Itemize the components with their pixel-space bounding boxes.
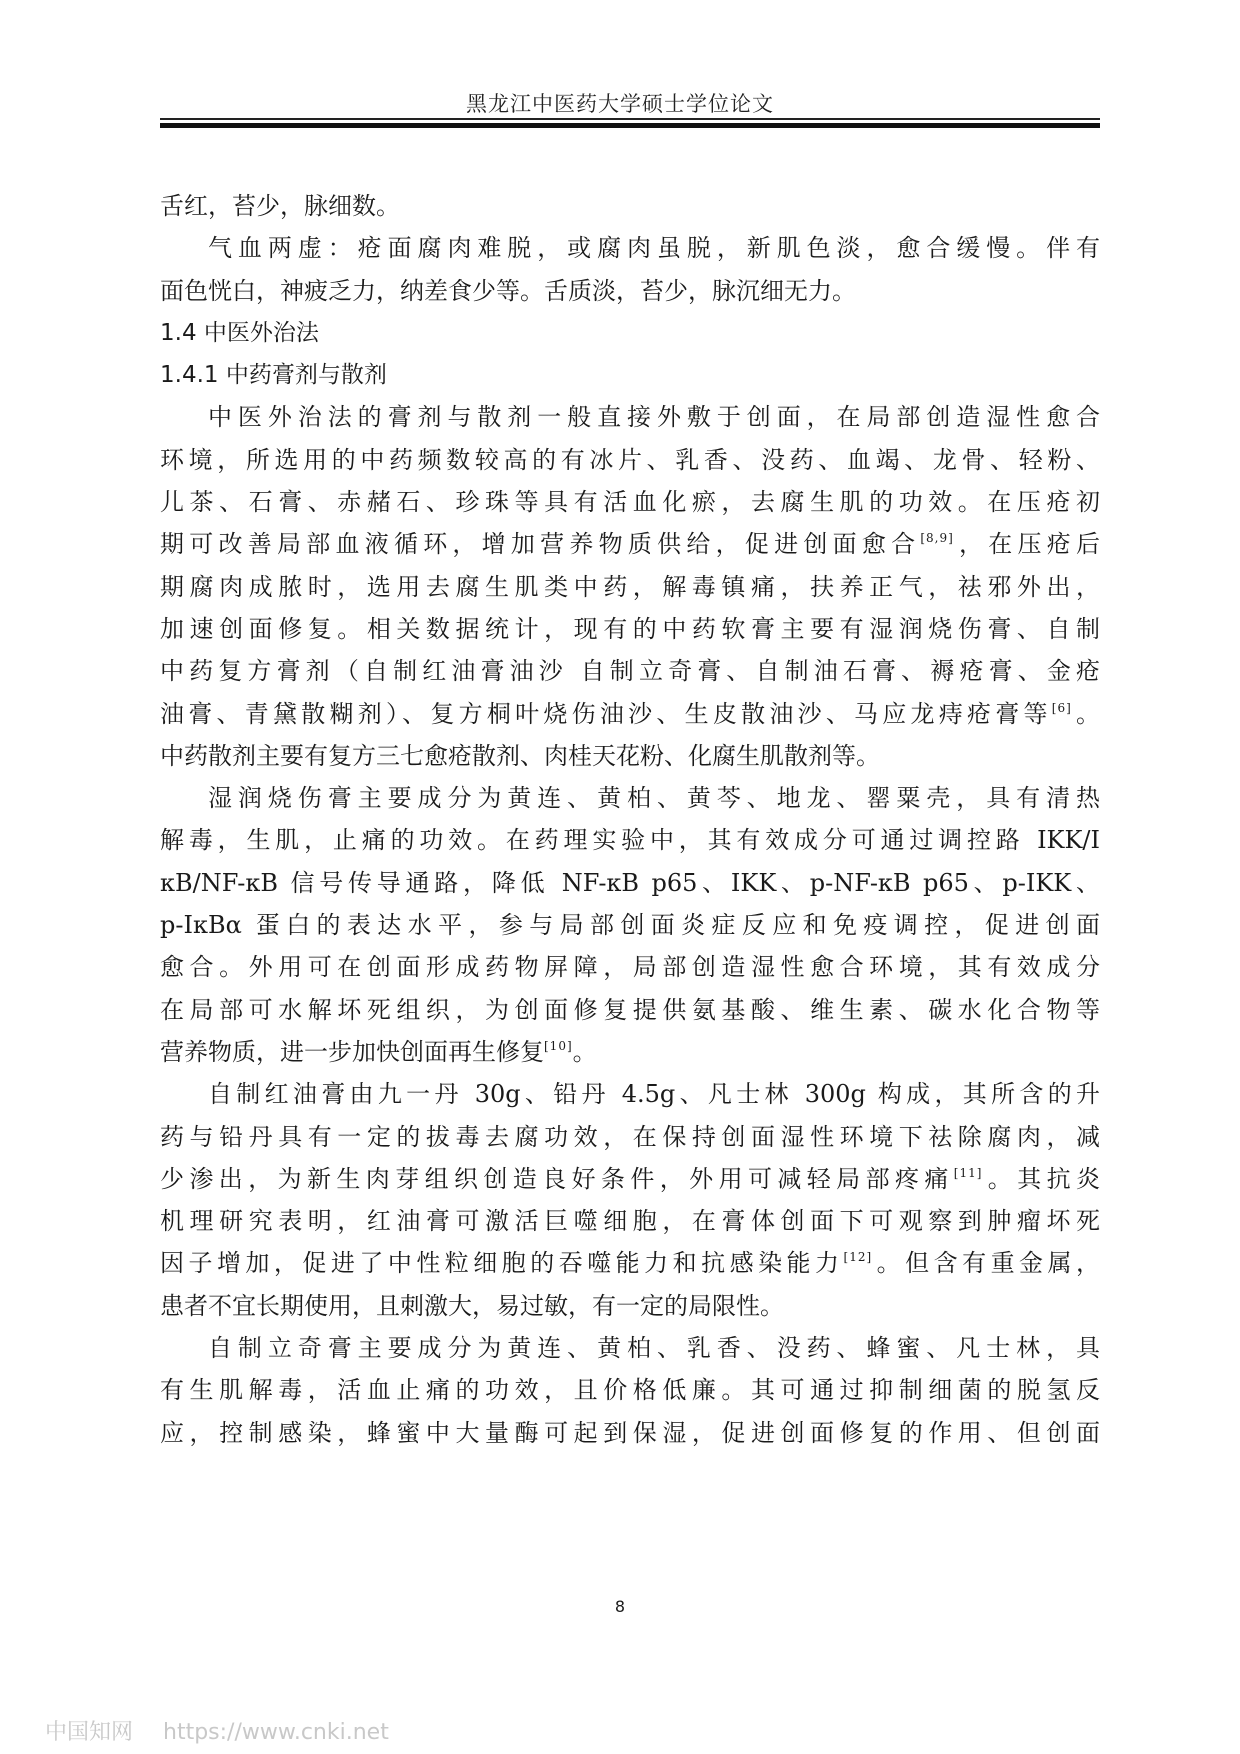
line-text: 自制红油膏由九一丹 30g、铅丹 4.5g、凡士林 300g 构成，其所含的升	[208, 1080, 1100, 1109]
line-text: 应，控制感染，蜂蜜中大量酶可起到保湿，促进创面修复的作用、但创面	[160, 1418, 1100, 1447]
citation-marker: [6]	[1051, 700, 1072, 715]
line-text: 少渗出，为新生肉芽组织创造良好条件，外用可减轻局部疼痛	[160, 1164, 954, 1193]
line-text: 机理研究表明，红油膏可激活巨噬细胞，在膏体创面下可观察到肿瘤坏死	[160, 1207, 1100, 1236]
line-text: 。	[572, 1037, 597, 1066]
line-text: 药与铅丹具有一定的拔毒去腐功效，在保持创面湿性环境下祛除腐肉，减	[160, 1122, 1100, 1151]
text-line	[160, 523, 1100, 565]
text-line	[160, 227, 1100, 269]
line-text: κB/NF-κB 信号传导通路，降低 NF-κB p65、IKK、p-NF-κB p65、p-IKK、	[160, 868, 1100, 897]
text-line	[160, 1369, 1100, 1411]
subsection-heading	[160, 354, 1100, 396]
line-text: 中药复方膏剂（自制红油膏油沙 自制立奇膏、自制油石膏、褥疮膏、金疮	[160, 657, 1100, 686]
header-rule-thin	[160, 118, 1100, 120]
heading-text: 1.4 中医外治法	[160, 319, 319, 346]
line-text: 舌红，苔少，脉细数。	[160, 192, 400, 220]
text-line	[160, 1327, 1100, 1369]
heading-text: 1.4.1 中药膏剂与散剂	[160, 362, 387, 389]
text-line	[160, 904, 1100, 946]
text-line	[160, 819, 1100, 861]
text-line	[160, 1031, 1100, 1073]
citation-marker: [12]	[843, 1250, 873, 1265]
text-line	[160, 481, 1100, 523]
line-text: 气血两虚：疮面腐肉难脱，或腐肉虽脱，新肌色淡，愈合缓慢。伴有	[208, 234, 1100, 263]
text-line	[160, 946, 1100, 988]
line-text: 愈合。外用可在创面形成药物屏障，局部创造湿性愈合环境，其有效成分	[160, 953, 1100, 982]
text-line	[160, 396, 1100, 438]
line-text: 湿润烧伤膏主要成分为黄连、黄柏、黄芩、地龙、罂粟壳，具有清热	[208, 784, 1100, 813]
line-text: 油膏、青黛散糊剂）、复方桐叶烧伤油沙、生皮散油沙、马应龙痔疮膏等	[160, 699, 1052, 728]
line-text: ，在压疮后	[953, 530, 1100, 559]
line-text: 。	[1071, 699, 1100, 728]
section-heading	[160, 312, 1100, 354]
line-text: 解毒，生肌，止痛的功效。在药理实验中，其有效成分可通过调控路 IKK/I	[160, 826, 1100, 855]
line-text: 。其抗炎	[982, 1164, 1100, 1193]
line-text: 中药散剂主要有复方三七愈疮散剂、肉桂天花粉、化腐生肌散剂等。	[160, 741, 880, 770]
line-text: 营养物质，进一步加快创面再生修复	[160, 1037, 544, 1066]
line-text: 因子增加，促进了中性粒细胞的吞噬能力和抗感染能力	[160, 1249, 844, 1278]
text-line	[160, 1116, 1100, 1158]
text-line	[160, 1200, 1100, 1242]
watermark-brand: 中国知网	[45, 1720, 134, 1745]
text-line	[160, 1158, 1100, 1200]
line-text: 。但含有重金属，	[872, 1249, 1100, 1278]
line-text: 儿茶、石膏、赤赭石、珍珠等具有活血化瘀，去腐生肌的功效。在压疮初	[160, 488, 1100, 517]
text-line	[160, 777, 1100, 819]
text-line	[160, 1073, 1100, 1115]
text-line	[160, 566, 1100, 608]
text-line	[160, 862, 1100, 904]
text-line	[160, 989, 1100, 1031]
text-line	[160, 270, 1100, 312]
cnki-watermark	[45, 1715, 389, 1746]
line-text: 自制立奇膏主要成分为黄连、黄柏、乳香、没药、蜂蜜、凡士林，具	[208, 1334, 1100, 1363]
header-rule-thick	[160, 123, 1100, 128]
text-line	[160, 735, 1100, 777]
page-number: 8	[614, 1597, 626, 1616]
line-text: 患者不宜长期使用，且刺激大，易过敏，有一定的局限性。	[160, 1291, 784, 1320]
text-line	[160, 439, 1100, 481]
line-text: 在局部可水解坏死组织，为创面修复提供氨基酸、维生素、碳水化合物等	[160, 995, 1100, 1024]
body-text	[160, 185, 1100, 1454]
watermark-url: https://www.cnki.net	[163, 1720, 389, 1745]
text-line	[160, 693, 1100, 735]
citation-marker: [8,9]	[920, 531, 954, 546]
citation-marker: [11]	[953, 1165, 983, 1180]
text-line	[160, 185, 1100, 227]
line-text: 中医外治法的膏剂与散剂一般直接外敷于创面，在局部创造湿性愈合	[208, 403, 1100, 432]
thesis-header-title: 黑龙江中医药大学硕士学位论文	[466, 92, 774, 116]
line-text: 期腐肉成脓时，选用去腐生肌类中药，解毒镇痛，扶养正气，祛邪外出，	[160, 572, 1100, 601]
text-line	[160, 608, 1100, 650]
line-text: 面色恍白，神疲乏力，纳差食少等。舌质淡，苔少，脉沉细无力。	[160, 276, 856, 305]
line-text: p-IκBα 蛋白的表达水平，参与局部创面炎症反应和免疫调控，促进创面	[160, 911, 1100, 940]
citation-marker: [10]	[544, 1038, 573, 1053]
line-text: 有生肌解毒，活血止痛的功效，且价格低廉。其可通过抑制细菌的脱氢反	[160, 1376, 1100, 1405]
line-text: 加速创面修复。相关数据统计，现有的中药软膏主要有湿润烧伤膏、自制	[160, 614, 1100, 643]
line-text: 环境，所选用的中药频数较高的有冰片、乳香、没药、血竭、龙骨、轻粉、	[160, 445, 1100, 474]
text-line	[160, 1242, 1100, 1284]
text-line	[160, 650, 1100, 692]
text-line	[160, 1285, 1100, 1327]
line-text: 期可改善局部血液循环，增加营养物质供给，促进创面愈合	[160, 530, 921, 559]
text-line	[160, 1412, 1100, 1454]
